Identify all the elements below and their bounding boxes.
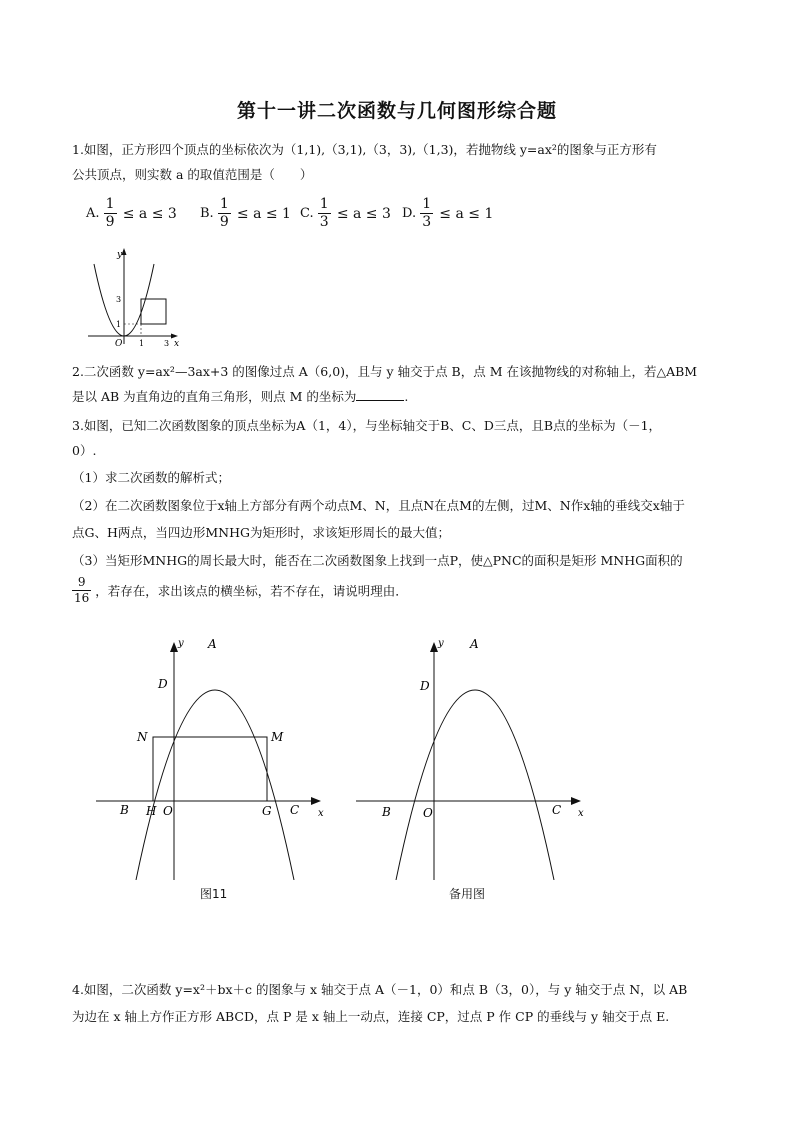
option-label: B. [200, 206, 214, 221]
fraction-denominator: 16 [74, 591, 90, 605]
point-label-d: D [158, 677, 168, 691]
option-range: ≤ a ≤ 1 [439, 205, 494, 222]
fraction-denominator: 3 [422, 214, 432, 230]
option-fraction [318, 196, 331, 231]
q1-figure [84, 244, 194, 348]
tick-label: 3 [164, 339, 170, 348]
rectangle-mnhg [153, 737, 267, 801]
point-label-n: N [137, 730, 148, 744]
option-label: C. [300, 206, 314, 221]
axis-label-y: y [438, 638, 444, 649]
option-range: ≤ a ≤ 3 [336, 205, 391, 222]
answer-blank [356, 390, 404, 401]
page-title: 第十一讲二次函数与几何图形综合题 [236, 100, 557, 122]
x-axis-arrow [171, 334, 178, 339]
x-axis-arrow [571, 797, 581, 805]
point-label-m: M [271, 730, 284, 744]
axis-label-x: x [174, 339, 180, 348]
axis-label-y: y [178, 638, 184, 649]
q3-line1: 3.如图，已知二次函数图象的顶点坐标为A（1，4），与坐标轴交于B、C、D三点，且B点的坐标为（－1， [72, 418, 662, 433]
q1-option-d [402, 196, 493, 231]
q3-part1: （1）求二次函数的解析式； [72, 470, 230, 485]
q3-part3-line1: （3）当矩形MNHG的周长最大时，能否在二次函数图象上找到一点P，使△PNC的面积是矩形 MNHG面积的 [72, 553, 683, 568]
figure-caption-11: 图11 [200, 887, 228, 901]
point-label-c: C [290, 803, 300, 817]
fraction-numerator: 1 [105, 196, 115, 212]
point-label-o: O [423, 806, 433, 820]
option-label: D. [402, 206, 417, 221]
q2-line2 [72, 387, 408, 405]
fraction-numerator: 1 [422, 196, 432, 212]
x-axis-arrow [311, 797, 321, 805]
q3-figure-11 [90, 630, 330, 880]
q1-line2: 公共顶点，则实数 a 的取值范围是（ ） [72, 167, 313, 182]
option-fraction [420, 196, 433, 231]
q4-line1: 4.如图，二次函数 y=x²＋bx＋c 的图象与 x 轴交于点 A（－1，0）和点 B（3，0），与 y 轴交于点 N，以 AB [72, 982, 688, 997]
q3-line2: 0）. [72, 443, 97, 458]
figure-caption-backup: 备用图 [449, 887, 486, 901]
axis-label-y: y [117, 250, 123, 260]
option-label: A. [86, 206, 100, 221]
tick-label: 3 [116, 295, 122, 304]
fraction-numerator: 1 [219, 196, 229, 212]
q3-figure-backup [350, 630, 590, 880]
q3-part3-line2 [72, 575, 408, 606]
q1-option-c [300, 196, 391, 231]
q3-part2-line1: （2）在二次函数图象位于x轴上方部分有两个动点M、N，且点N在点M的左侧，过M、N作x轴的垂线交x轴于 [72, 498, 685, 513]
fraction-nine-sixteenths [72, 575, 91, 606]
q3-part2-line2: 点G、H两点，当四边形MNHG为矩形时，求该矩形周长的最大值； [72, 525, 451, 540]
fraction-denominator: 9 [219, 214, 229, 230]
q4-line2: 为边在 x 轴上方作正方形 ABCD，点 P 是 x 轴上一动点，连接 CP，过点 P 作 CP 的垂线与 y 轴交于点 E. [72, 1009, 670, 1024]
tick-label: 1 [139, 339, 145, 348]
q2-line2-text: 是以 AB 为直角边的直角三角形，则点 M 的坐标为 [72, 389, 357, 404]
y-axis-arrow [430, 642, 438, 652]
origin-label: O [115, 339, 123, 348]
point-label-c: C [552, 803, 562, 817]
fraction-denominator: 3 [319, 214, 329, 230]
point-label-b: B [120, 803, 129, 817]
y-axis-arrow [122, 248, 127, 255]
fraction-numerator: 1 [319, 196, 329, 212]
point-label-a: A [470, 637, 479, 651]
point-label-a: A [208, 637, 217, 651]
option-range: ≤ a ≤ 1 [236, 205, 291, 222]
q1-line1: 1.如图，正方形四个顶点的坐标依次为（1,1),（3,1),（3，3),（1,3)，若抛物线 y=ax²的图象与正方形有 [72, 142, 657, 157]
axis-label-x: x [318, 808, 324, 819]
point-label-g: G [262, 804, 272, 818]
y-axis-arrow [170, 642, 178, 652]
option-fraction [104, 196, 117, 231]
q2-line2-end: . [404, 389, 409, 404]
parabola-curve [136, 690, 294, 880]
q3-part3-text: ，若存在，求出该点的横坐标，若不存在，请说明理由． [95, 583, 408, 599]
point-label-b: B [382, 805, 391, 819]
point-label-o: O [163, 804, 173, 818]
tick-label: 1 [116, 320, 122, 329]
point-label-d: D [420, 679, 430, 693]
point-label-h: H [146, 804, 157, 818]
parabola-curve [396, 690, 554, 880]
axis-label-x: x [578, 808, 584, 819]
q1-option-b [200, 196, 291, 231]
option-fraction [218, 196, 231, 231]
q2-line1: 2.二次函数 y=ax²—3ax+3 的图像过点 A（6,0)，且与 y 轴交于点 B，点 M 在该抛物线的对称轴上，若△ABM [72, 364, 698, 379]
option-range: ≤ a ≤ 3 [122, 205, 177, 222]
fraction-denominator: 9 [105, 214, 115, 230]
q1-option-a [86, 196, 177, 231]
fraction-numerator: 9 [72, 575, 91, 591]
